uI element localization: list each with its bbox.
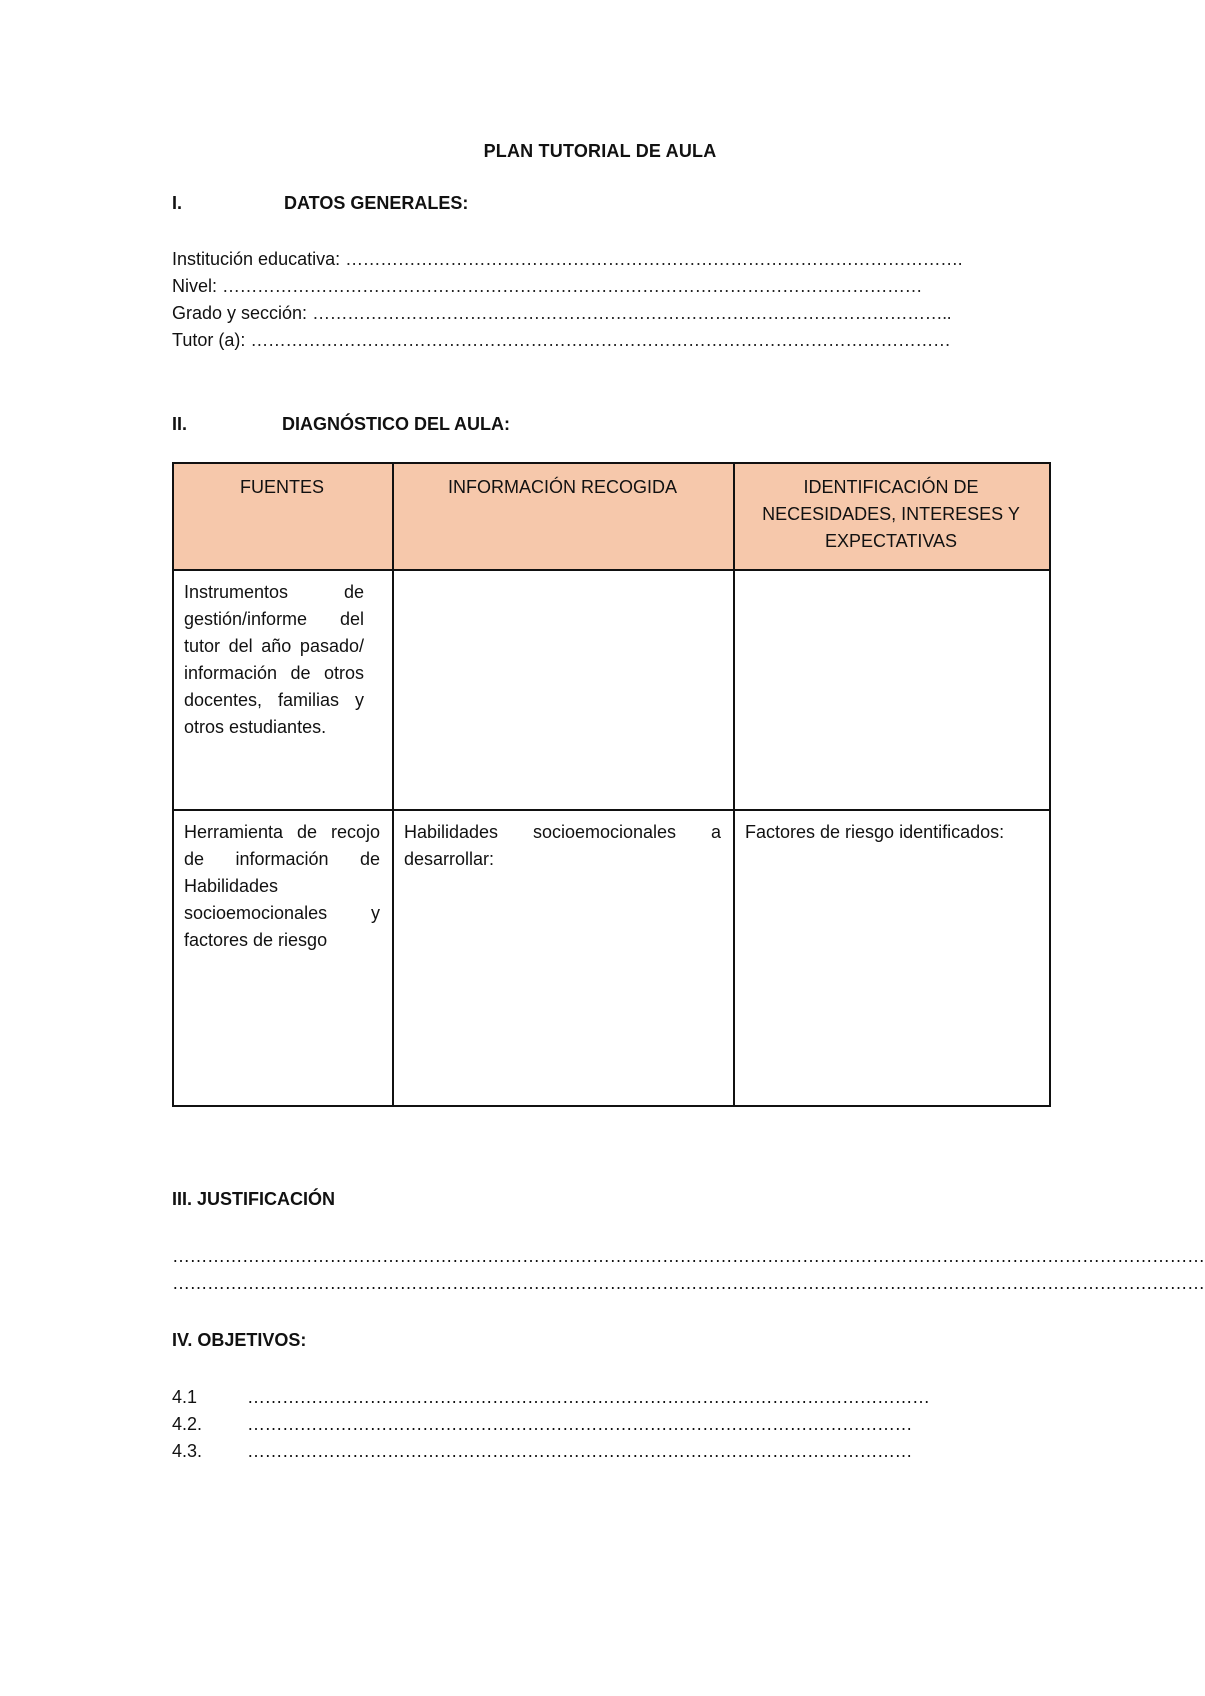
section-1-number: I.	[172, 193, 183, 213]
field-label: Nivel:	[172, 276, 223, 296]
document-title: PLAN TUTORIAL DE AULA	[483, 141, 717, 161]
header-informacion-recogida: INFORMACIÓN RECOGIDA	[393, 463, 734, 570]
fill-in-line: …………………………………………………………………………………………………………	[250, 330, 951, 350]
section-2-number: II.	[172, 414, 188, 434]
objetivo-line: ………………………………………………………………………………………………………	[247, 1387, 930, 1407]
field-label: Grado y sección:	[172, 303, 313, 323]
section-4-title: IV. OBJETIVOS:	[172, 1330, 307, 1350]
objetivo-line: ……………………………………………………………………………………………………	[247, 1414, 912, 1434]
fill-in-line: …………………………………………………………………………………………………………	[222, 276, 923, 296]
cell-fuente-instrumentos: Instrumentos de gestión/informe del tutor del año pasado/ información de otros docentes, familias y otros estudiantes.	[173, 570, 393, 810]
header-fuentes: FUENTES	[173, 463, 393, 570]
diagnostico-table	[172, 462, 1051, 1107]
section-1-title: DATOS GENERALES:	[284, 193, 469, 213]
justificacion-line-1: ……………………………………………………………………………………………………………………………………………………………	[172, 1246, 1205, 1266]
fill-in-line: …………………………………………………………………………………………….	[345, 249, 963, 269]
field-institucion	[172, 248, 962, 270]
cell-identificacion-empty	[734, 570, 1050, 810]
cell-habilidades: Habilidades socioemocionales a desarrollar:	[393, 810, 734, 1106]
cell-factores-riesgo: Factores de riesgo identificados:	[734, 810, 1050, 1106]
objetivo-number: 4.3.	[172, 1441, 203, 1461]
table-header-row	[173, 463, 1050, 570]
objetivo-number: 4.1	[172, 1387, 198, 1407]
field-label: Institución educativa:	[172, 249, 346, 269]
table-row	[173, 810, 1050, 1106]
justificacion-line-2: ……………………………………………………………………………………………………………………………………………………………	[172, 1273, 1205, 1293]
objetivo-line: ……………………………………………………………………………………………………	[247, 1441, 912, 1461]
section-3-title: III. JUSTIFICACIÓN	[172, 1189, 336, 1209]
cell-informacion-empty	[393, 570, 734, 810]
fill-in-line: ………………………………………………………………………………………………..	[312, 303, 952, 323]
objetivo-number: 4.2.	[172, 1414, 203, 1434]
field-tutor	[172, 329, 950, 351]
header-identificacion: IDENTIFICACIÓN DE NECESIDADES, INTERESES Y EXPECTATIVAS	[734, 463, 1050, 570]
field-grado-seccion	[172, 302, 951, 324]
table-row	[173, 570, 1050, 810]
field-nivel	[172, 275, 922, 297]
section-2-title: DIAGNÓSTICO DEL AULA:	[282, 414, 510, 434]
cell-fuente-herramienta: Herramienta de recojo de información de Habilidades socioemocionales y factores de riesgo	[173, 810, 393, 1106]
field-label: Tutor (a):	[172, 330, 251, 350]
